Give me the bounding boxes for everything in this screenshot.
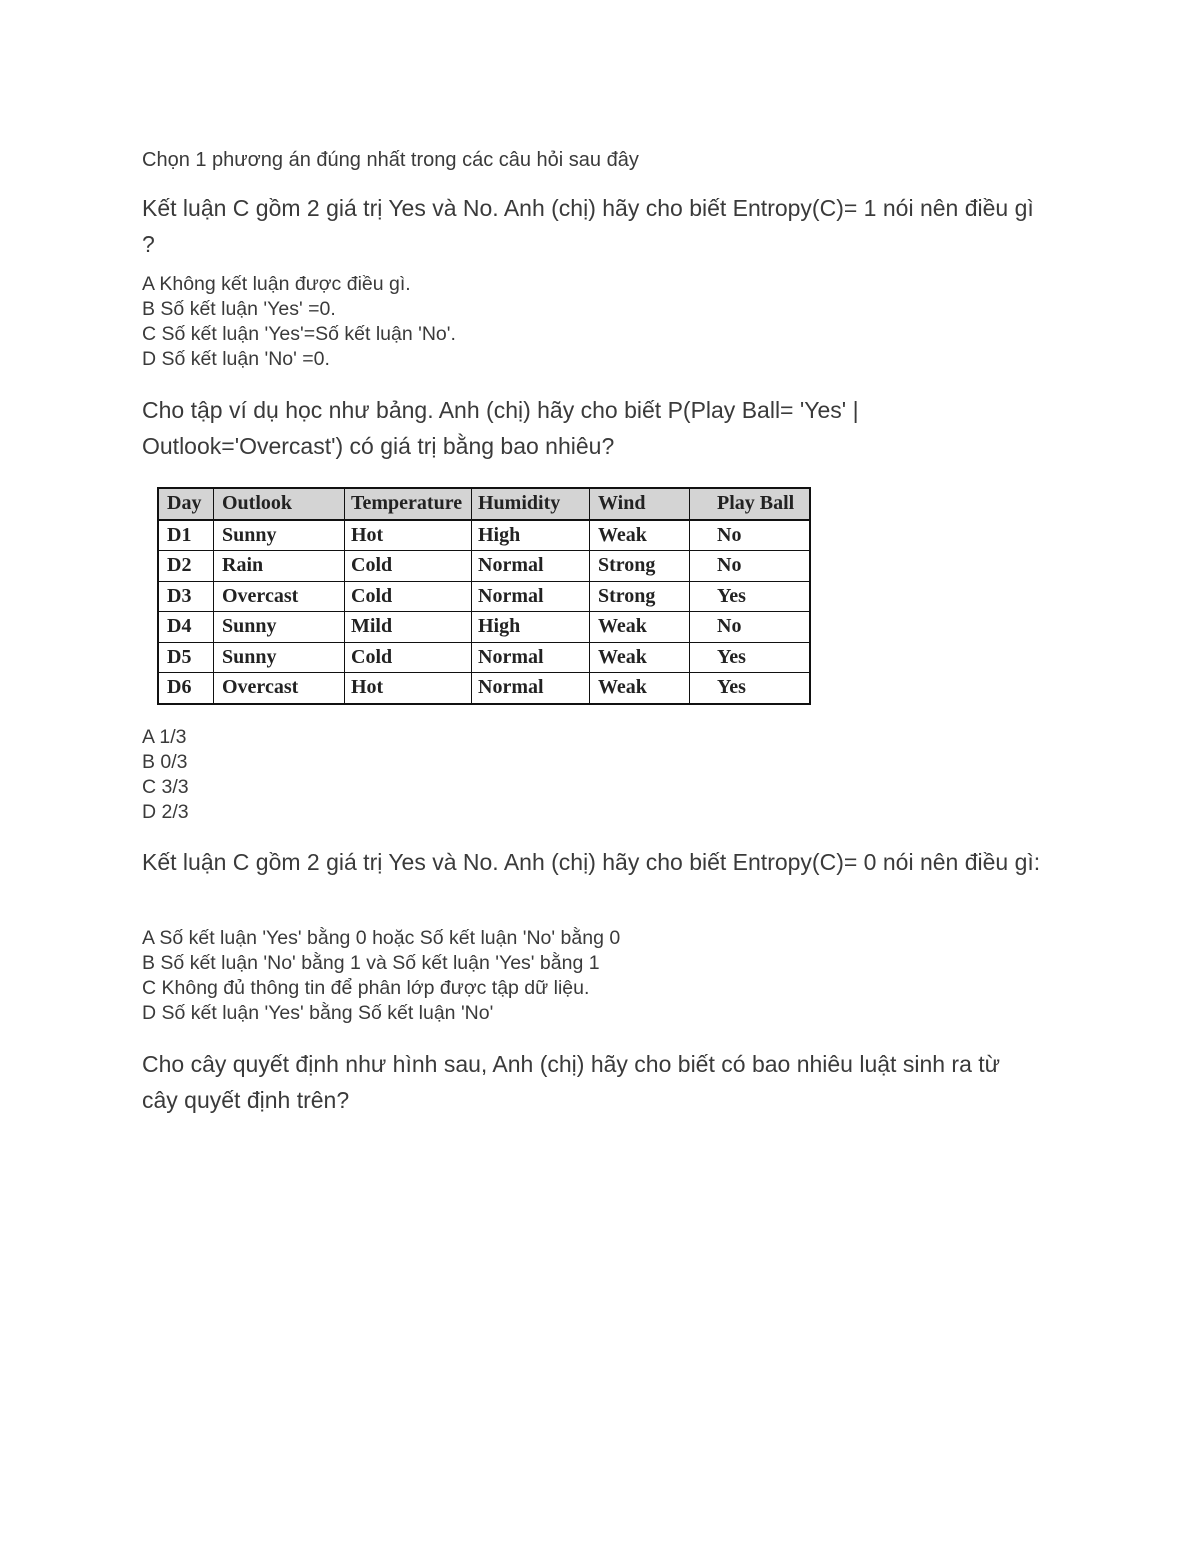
option-d: D Số kết luận 'Yes' bằng Số kết luận 'No'	[142, 1002, 494, 1024]
cell-wind: Weak	[590, 642, 690, 673]
option-d: D 2/3	[142, 801, 189, 823]
option-d: D Số kết luận 'No' =0.	[142, 348, 330, 370]
cell-day: D1	[158, 520, 214, 551]
cell-play-ball: Yes	[690, 581, 811, 612]
question-3-options	[142, 926, 620, 1026]
instructions: Chọn 1 phương án đúng nhất trong các câu hỏi sau đây	[142, 149, 639, 171]
cell-temperature: Hot	[345, 673, 472, 704]
cell-humidity: Normal	[472, 581, 590, 612]
cell-day: D6	[158, 673, 214, 704]
question-2-text: Cho tập ví dụ học như bảng. Anh (chị) hãy cho biết P(Play Ball= 'Yes' | Outlook='Overcast') có giá trị bằng bao nhiêu?	[142, 397, 859, 459]
header-humidity: Humidity	[472, 488, 590, 520]
cell-play-ball: No	[690, 520, 811, 551]
table-row	[158, 581, 810, 612]
cell-wind: Weak	[590, 612, 690, 643]
cell-wind: Strong	[590, 581, 690, 612]
option-a: A Không kết luận được điều gì.	[142, 273, 411, 295]
header-wind: Wind	[590, 488, 690, 520]
cell-day: D4	[158, 612, 214, 643]
cell-humidity: Normal	[472, 642, 590, 673]
option-b: B Số kết luận 'No' bằng 1 và Số kết luận 'Yes' bằng 1	[142, 952, 600, 974]
cell-temperature: Hot	[345, 520, 472, 551]
cell-day: D5	[158, 642, 214, 673]
table-row	[158, 673, 810, 704]
table-row	[158, 612, 810, 643]
cell-temperature: Cold	[345, 551, 472, 582]
question-2-options	[142, 725, 189, 825]
cell-humidity: Normal	[472, 551, 590, 582]
header-play-ball: Play Ball	[690, 488, 811, 520]
cell-outlook: Overcast	[214, 581, 345, 612]
option-c: C Số kết luận 'Yes'=Số kết luận 'No'.	[142, 323, 456, 345]
cell-outlook: Sunny	[214, 612, 345, 643]
cell-outlook: Sunny	[214, 520, 345, 551]
cell-temperature: Cold	[345, 581, 472, 612]
table-row	[158, 642, 810, 673]
cell-outlook: Rain	[214, 551, 345, 582]
cell-play-ball: Yes	[690, 642, 811, 673]
cell-temperature: Mild	[345, 612, 472, 643]
question-1-text: Kết luận C gồm 2 giá trị Yes và No. Anh (chị) hãy cho biết Entropy(C)= 1 nói nên điều gì ?	[142, 195, 1034, 257]
option-c: C Không đủ thông tin để phân lớp được tập dữ liệu.	[142, 977, 590, 999]
question-4-text: Cho cây quyết định như hình sau, Anh (chị) hãy cho biết có bao nhiêu luật sinh ra từ cây quyết định trên?	[142, 1051, 1001, 1113]
option-b: B Số kết luận 'Yes' =0.	[142, 298, 336, 320]
cell-humidity: High	[472, 520, 590, 551]
cell-wind: Strong	[590, 551, 690, 582]
cell-outlook: Overcast	[214, 673, 345, 704]
question-3-text: Kết luận C gồm 2 giá trị Yes và No. Anh (chị) hãy cho biết Entropy(C)= 0 nói nên điều gì:	[142, 849, 1041, 875]
cell-day: D2	[158, 551, 214, 582]
cell-day: D3	[158, 581, 214, 612]
option-b: B 0/3	[142, 751, 188, 773]
cell-wind: Weak	[590, 673, 690, 704]
cell-outlook: Sunny	[214, 642, 345, 673]
table-row	[158, 520, 810, 551]
training-data-table	[157, 487, 811, 705]
header-outlook: Outlook	[214, 488, 345, 520]
table-row	[158, 551, 810, 582]
cell-play-ball: No	[690, 612, 811, 643]
option-a: A Số kết luận 'Yes' bằng 0 hoặc Số kết luận 'No' bằng 0	[142, 927, 621, 949]
header-temperature: Temperature	[345, 488, 472, 520]
cell-humidity: High	[472, 612, 590, 643]
cell-wind: Weak	[590, 520, 690, 551]
option-c: C 3/3	[142, 776, 189, 798]
header-day: Day	[158, 488, 214, 520]
cell-temperature: Cold	[345, 642, 472, 673]
cell-humidity: Normal	[472, 673, 590, 704]
cell-play-ball: Yes	[690, 673, 811, 704]
cell-play-ball: No	[690, 551, 811, 582]
question-1-options	[142, 272, 456, 372]
table-header-row	[158, 488, 810, 520]
option-a: A 1/3	[142, 726, 187, 748]
